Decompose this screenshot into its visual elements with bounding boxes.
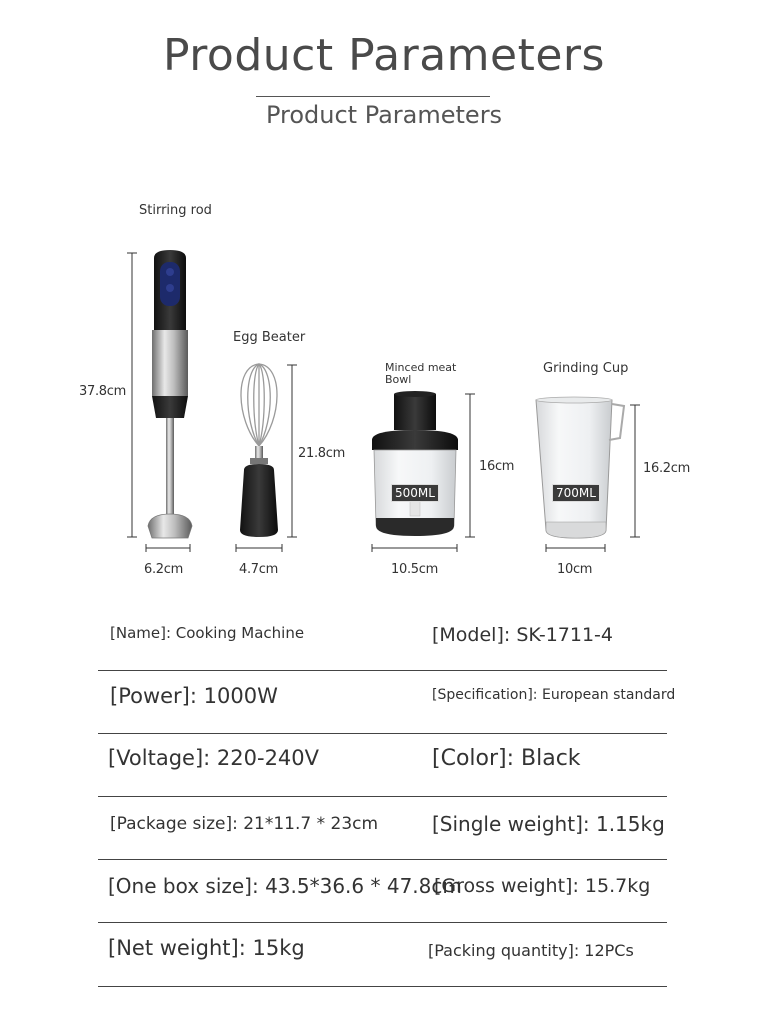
page-title: Product Parameters <box>163 30 605 81</box>
spec-model: [Model]: SK-1711-4 <box>432 624 613 646</box>
product-illustrations <box>0 230 768 570</box>
stirring-rod-height-dimension <box>127 253 137 537</box>
cup-width: 10cm <box>557 562 593 577</box>
stirring-rod-width-dimension <box>146 544 190 552</box>
bowl-capacity-badge: 500ML <box>391 484 439 502</box>
spec-packing-quantity: [Packing quantity]: 12PCs <box>428 941 634 960</box>
egg-beater-width: 4.7cm <box>239 562 278 577</box>
title-divider <box>256 96 490 97</box>
bowl-width-dimension <box>372 544 457 552</box>
stirring-rod-label: Stirring rod <box>139 203 212 218</box>
bowl-height-dimension <box>465 394 475 537</box>
spec-one-box-size: [One box size]: 43.5*36.6 * 47.8cm <box>108 874 462 898</box>
egg-beater-width-dimension <box>236 544 282 552</box>
table-divider <box>98 922 667 923</box>
spec-name: [Name]: Cooking Machine <box>110 624 305 642</box>
stirring-rod-image <box>148 250 192 538</box>
egg-beater-image <box>240 364 278 537</box>
grinding-cup-image <box>536 397 624 538</box>
cup-capacity-badge: 700ML <box>552 484 600 502</box>
spec-specification: [Specification]: European standard <box>432 687 676 703</box>
egg-beater-height-dimension <box>287 365 297 537</box>
stirring-rod-width: 6.2cm <box>144 562 183 577</box>
page-subtitle: Product Parameters <box>265 101 503 129</box>
egg-beater-height: 21.8cm <box>298 446 345 461</box>
table-divider <box>98 986 667 987</box>
bowl-width: 10.5cm <box>391 562 438 577</box>
minced-meat-bowl-label: Minced meat Bowl <box>385 361 457 386</box>
spec-net-weight: [Net weight]: 15kg <box>108 936 305 960</box>
egg-beater-label: Egg Beater <box>233 330 306 345</box>
cup-height: 16.2cm <box>643 461 690 476</box>
spec-power: [Power]: 1000W <box>110 684 278 708</box>
cup-width-dimension <box>546 544 605 552</box>
table-divider <box>98 859 667 860</box>
minced-meat-bowl-image <box>372 391 458 536</box>
spec-color: [Color]: Black <box>432 746 581 771</box>
table-divider <box>98 796 667 797</box>
spec-package-size: [Package size]: 21*11.7 * 23cm <box>110 814 379 834</box>
stirring-rod-height: 37.8cm <box>79 384 126 399</box>
cup-height-dimension <box>630 405 640 537</box>
spec-gross-weight: [Gross weight]: 15.7kg <box>434 875 651 897</box>
spec-voltage: [Voltage]: 220-240V <box>108 746 320 770</box>
grinding-cup-label: Grinding Cup <box>543 361 629 376</box>
spec-single-weight: [Single weight]: 1.15kg <box>432 812 665 836</box>
table-divider <box>98 733 667 734</box>
bowl-height: 16cm <box>479 459 515 474</box>
table-divider <box>98 670 667 671</box>
